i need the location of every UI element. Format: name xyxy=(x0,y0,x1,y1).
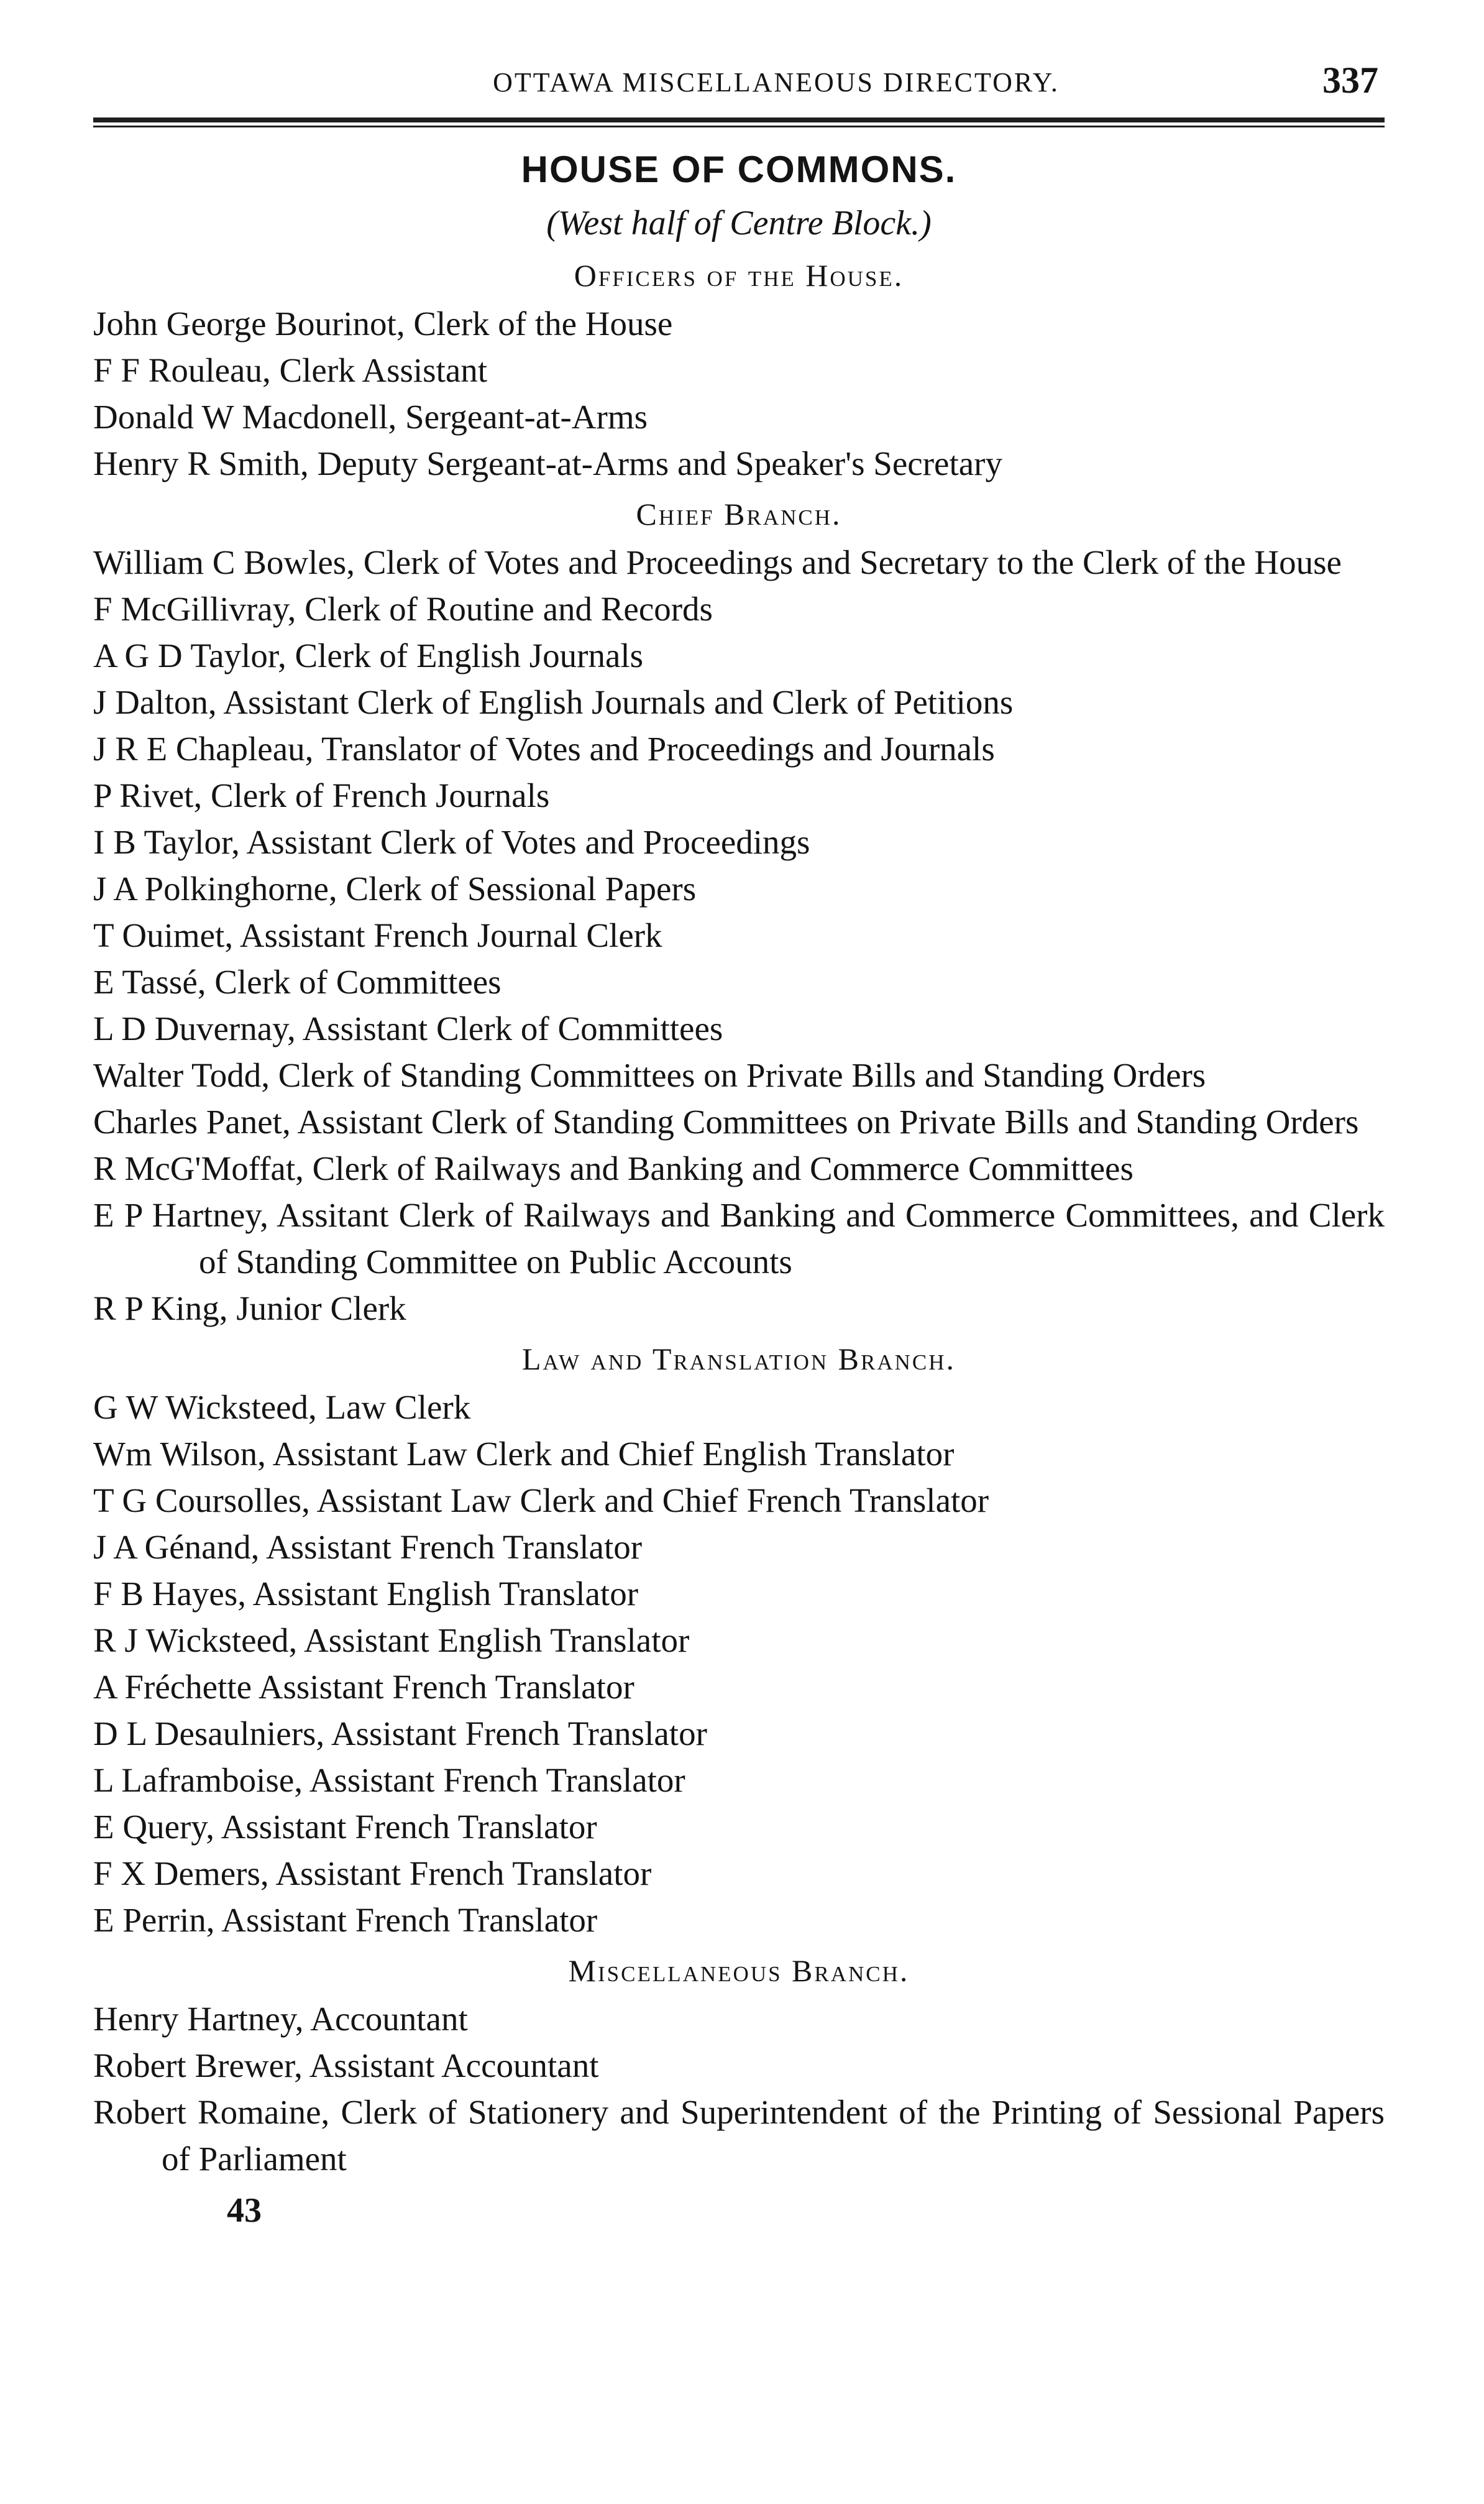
list-item: P Rivet, Clerk of French Journals xyxy=(93,776,550,814)
page-header xyxy=(93,59,1385,115)
list-item: Robert Brewer, Assistant Accountant xyxy=(93,2046,599,2084)
page-number: 337 xyxy=(1322,60,1378,101)
list-item: William C Bowles, Clerk of Votes and Proceedings and Secretary to the Clerk of the House xyxy=(93,543,1342,581)
list-item: E Perrin, Assistant French Translator xyxy=(93,1901,598,1939)
section-heading-miscellaneous: Miscellaneous Branch. xyxy=(568,1953,910,1988)
header-rule-thick xyxy=(93,117,1385,122)
list-item: E P Hartney, Assitant Clerk of Railways and Banking and Commerce Committees, and Clerk of Standing Committee on Public Accounts xyxy=(93,1196,1385,1281)
list-item: E Tassé, Clerk of Committees xyxy=(93,963,502,1001)
list-item: F McGillivray, Clerk of Routine and Records xyxy=(93,590,713,628)
list-item: L D Duvernay, Assistant Clerk of Committees xyxy=(93,1010,723,1047)
header-rule-thin xyxy=(93,126,1385,127)
list-item: D L Desaulniers, Assistant French Translator xyxy=(93,1715,707,1752)
section-list-chief-branch xyxy=(93,539,1385,1332)
list-item: Charles Panet, Assistant Clerk of Standing Committees on Private Bills and Standing Orders xyxy=(93,1103,1359,1141)
list-item: Wm Wilson, Assistant Law Clerk and Chief English Translator xyxy=(93,1435,955,1473)
list-item: I B Taylor, Assistant Clerk of Votes and Proceedings xyxy=(93,823,810,861)
running-head: OTTAWA MISCELLANEOUS DIRECTORY. xyxy=(493,67,1060,98)
list-item: R McG'Moffat, Clerk of Railways and Banking and Commerce Committees xyxy=(93,1149,1134,1187)
list-item: R P King, Junior Clerk xyxy=(93,1289,406,1327)
list-item: G W Wicksteed, Law Clerk xyxy=(93,1388,471,1426)
list-item: E Query, Assistant French Translator xyxy=(93,1808,597,1846)
list-item: Donald W Macdonell, Sergeant-at-Arms xyxy=(93,398,648,436)
list-item: F F Rouleau, Clerk Assistant xyxy=(93,351,488,389)
list-item: J A Polkinghorne, Clerk of Sessional Papers xyxy=(93,870,697,908)
list-item: J A Génand, Assistant French Translator xyxy=(93,1528,643,1566)
section-heading-law-translation: Law and Translation Branch. xyxy=(521,1342,956,1376)
page-subtitle: (West half of Centre Block.) xyxy=(546,204,932,242)
page-title: HOUSE OF COMMONS. xyxy=(521,149,957,190)
section-list-officers xyxy=(93,300,1385,487)
list-item: J Dalton, Assistant Clerk of English Journals and Clerk of Petitions xyxy=(93,683,1014,721)
list-item: T G Coursolles, Assistant Law Clerk and Chief French Translator xyxy=(93,1481,989,1519)
list-item: L Laframboise, Assistant French Translator xyxy=(93,1761,685,1799)
list-item: T Ouimet, Assistant French Journal Clerk xyxy=(93,916,662,954)
section-list-miscellaneous xyxy=(93,1995,1385,2182)
list-item: Henry R Smith, Deputy Sergeant-at-Arms and Speaker's Secretary xyxy=(93,444,1002,482)
list-item: R J Wicksteed, Assistant English Translator xyxy=(93,1621,690,1659)
list-item: Henry Hartney, Accountant xyxy=(93,2000,468,2038)
signature-number: 43 xyxy=(227,2191,262,2230)
list-item: John George Bourinot, Clerk of the House xyxy=(93,305,673,343)
list-item: A Fréchette Assistant French Translator xyxy=(93,1668,634,1706)
list-item: F X Demers, Assistant French Translator xyxy=(93,1854,652,1892)
list-item: J R E Chapleau, Translator of Votes and Proceedings and Journals xyxy=(93,730,995,768)
list-item: F B Hayes, Assistant English Translator xyxy=(93,1575,639,1613)
list-item: A G D Taylor, Clerk of English Journals xyxy=(93,637,644,674)
section-list-law-translation xyxy=(93,1384,1385,1943)
section-heading-officers: Officers of the House. xyxy=(574,258,904,293)
list-item: Walter Todd, Clerk of Standing Committees on Private Bills and Standing Orders xyxy=(93,1056,1206,1094)
list-item: Robert Romaine, Clerk of Stationery and Superintendent of the Printing of Sessional Papers of Parliament xyxy=(93,2093,1385,2178)
section-heading-chief-branch: Chief Branch. xyxy=(636,497,842,532)
